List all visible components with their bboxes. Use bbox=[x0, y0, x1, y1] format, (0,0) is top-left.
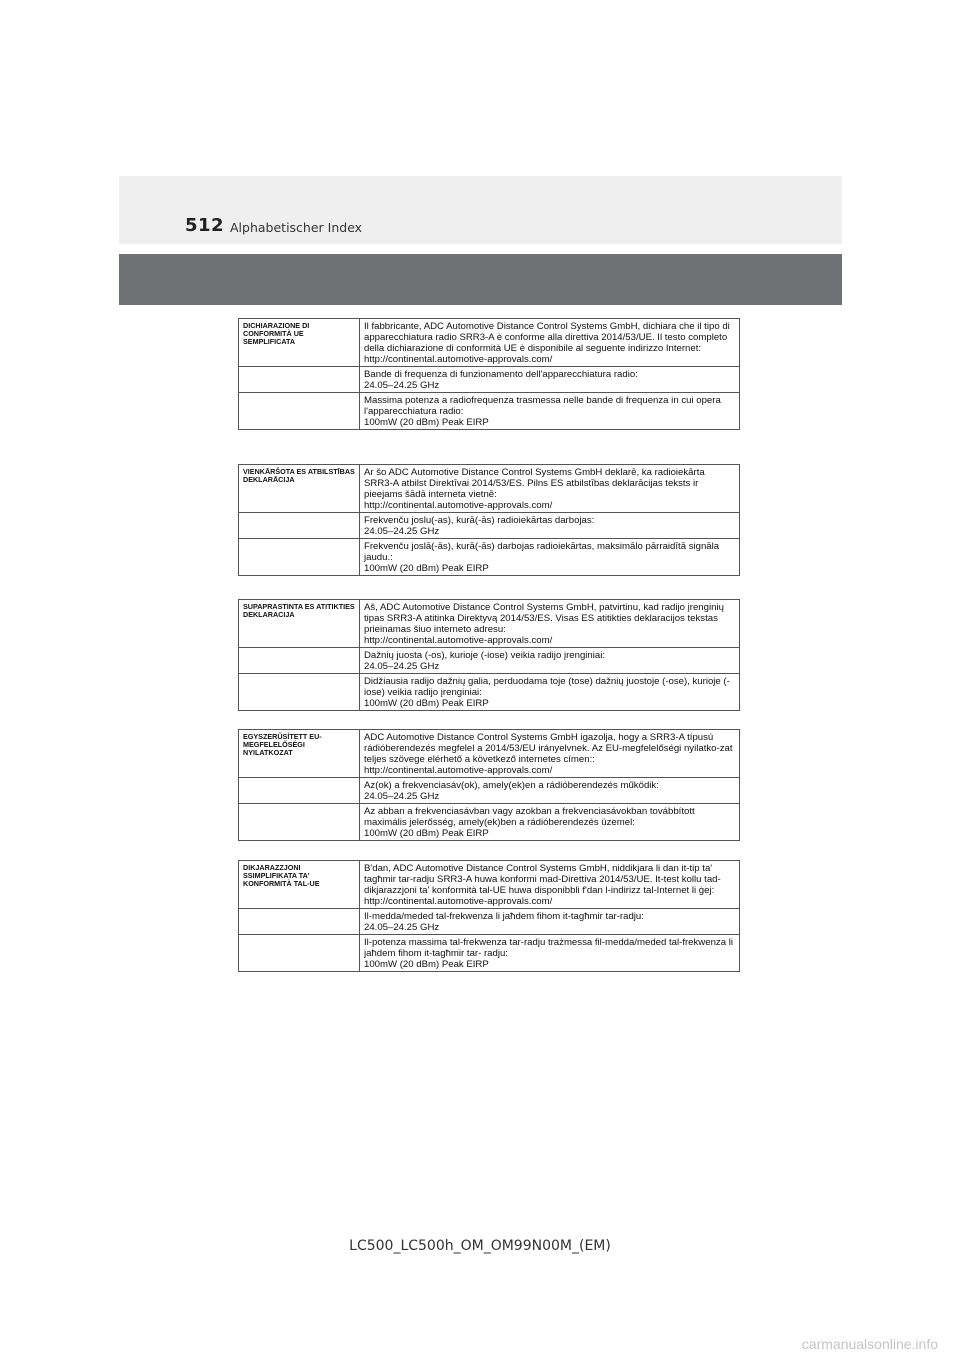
max-power-text: Frekvenču joslā(-ās), kurā(-ās) darbojas radioiekārtas, maksimālo pārraidītā signāla jaudu.: 100mW (20 dBm) Peak EIRP bbox=[360, 539, 740, 576]
declaration-label: DIKJARAZZJONI SSIMPLIFIKATA TA' KONFORMITÀ TAL-UE bbox=[239, 861, 360, 909]
frequency-band-text: Dažnių juosta (-os), kurioje (-iose) veikia radijo įrenginiai: 24.05–24.25 GHz bbox=[360, 648, 740, 674]
empty-label-cell bbox=[239, 539, 360, 576]
declaration-label: DICHIARAZIONE DI CONFORMITÀ UE SEMPLIFICATA bbox=[239, 319, 360, 367]
declaration-label: SUPAPRASTINTA ES ATITIKTIES DEKLARACIJA bbox=[239, 600, 360, 648]
empty-label-cell bbox=[239, 778, 360, 804]
declaration-table-lt bbox=[238, 599, 740, 711]
watermark-link[interactable]: carmanualsonline.info bbox=[801, 1336, 938, 1352]
section-title: Alphabetischer Index bbox=[230, 220, 363, 235]
declaration-label: VIENKĀRŠOTA ES ATBILSTĪBAS DEKLARĀCIJA bbox=[239, 465, 360, 513]
declaration-text: B'dan, ADC Automotive Distance Control Systems GmbH, niddikjara li dan it-tip ta' tagħmir tar-radju SRR3-A huwa konformi mad-Direttiva 2014/53/UE. It-test kollu tad-dikjarazzjoni ta' konformità tal-UE huwa disponibbli f'dan l-indirizz tal-Internet li ġej: http://continental.automotive-approvals.com/ bbox=[360, 861, 740, 909]
frequency-band-text: Bande di frequenza di funzionamento dell'apparecchiatura radio: 24.05–24.25 GHz bbox=[360, 367, 740, 393]
declaration-table-it bbox=[238, 318, 740, 430]
declaration-text: Il fabbricante, ADC Automotive Distance Control Systems GmbH, dichiara che il tipo di apparecchiatura radio SRR3-A è conforme alla direttiva 2014/53/UE. Il testo completo della dichiarazione di conformità UE è disponibile al seguente indirizzo Internet: http://continental.automotive-approvals.com/ bbox=[360, 319, 740, 367]
header-band bbox=[119, 176, 842, 244]
declaration-text: ADC Automotive Distance Control Systems GmbH igazolja, hogy a SRR3-A típusú rádióberendezés megfelel a 2014/53/EU irányelvnek. Az EU-megfelelőségi nyilatko-zat teljes szövege elérhető a következő internetes címen:: http://continental.automotive-approvals.com/ bbox=[360, 730, 740, 778]
empty-label-cell bbox=[239, 909, 360, 935]
empty-label-cell bbox=[239, 935, 360, 972]
empty-label-cell bbox=[239, 648, 360, 674]
empty-label-cell bbox=[239, 804, 360, 841]
declaration-label: EGYSZERŰSÍTETT EU-MEGFELELŐSÉGI NYILATKOZAT bbox=[239, 730, 360, 778]
empty-label-cell bbox=[239, 513, 360, 539]
declaration-table-hu bbox=[238, 729, 740, 841]
max-power-text: Il-potenza massima tal-frekwenza tar-radju trażmessa fil-medda/meded tal-frekwenza li jaħdem fihom it-tagħmir tar- radju: 100mW (20 dBm) Peak EIRP bbox=[360, 935, 740, 972]
frequency-band-text: Az(ok) a frekvenciasáv(ok), amely(ek)en a rádióberendezés működik: 24.05–24.25 GHz bbox=[360, 778, 740, 804]
header-grey-band bbox=[119, 254, 842, 305]
max-power-text: Massima potenza a radiofrequenza trasmessa nelle bande di frequenza in cui opera l'apparecchiatura radio: 100mW (20 dBm) Peak EIRP bbox=[360, 393, 740, 430]
declaration-text: Ar šo ADC Automotive Distance Control Systems GmbH deklarē, ka radioiekārta SRR3-A atbilst Direktīvai 2014/53/ES. Pilns ES atbilstības deklarācijas teksts ir pieejams šādā interneta vietnē: http://continental.automotive-approvals.com/ bbox=[360, 465, 740, 513]
page-number: 512 bbox=[185, 215, 225, 236]
declaration-text: Aš, ADC Automotive Distance Control Systems GmbH, patvirtinu, kad radijo įrenginių tipas SRR3-A atitinka Direktyvą 2014/53/ES. Visas ES atitikties deklaracijos tekstas prieinamas šiuo interneto adresu: http://continental.automotive-approvals.com/ bbox=[360, 600, 740, 648]
empty-label-cell bbox=[239, 393, 360, 430]
declaration-table-lv bbox=[238, 464, 740, 576]
frequency-band-text: Il-medda/meded tal-frekwenza li jaħdem fihom it-tagħmir tar-radju: 24.05–24.25 GHz bbox=[360, 909, 740, 935]
frequency-band-text: Frekvenču joslu(-as), kurā(-ās) radioiekārtas darbojas: 24.05–24.25 GHz bbox=[360, 513, 740, 539]
declaration-table-mt bbox=[238, 860, 740, 972]
max-power-text: Az abban a frekvenciasávban vagy azokban a frekvenciasávokban továbbított maximális jelerősség, amely(ek)ben a rádióberendezés üzemel: 100mW (20 dBm) Peak EIRP bbox=[360, 804, 740, 841]
max-power-text: Didžiausia radijo dažnių galia, perduodama toje (tose) dažnių juostoje (-ose), kurioje (-iose) veikia radijo įrenginiai: 100mW (20 dBm) Peak EIRP bbox=[360, 674, 740, 711]
empty-label-cell bbox=[239, 674, 360, 711]
empty-label-cell bbox=[239, 367, 360, 393]
document-code-footer: LC500_LC500h_OM_OM99N00M_(EM) bbox=[349, 1238, 611, 1254]
